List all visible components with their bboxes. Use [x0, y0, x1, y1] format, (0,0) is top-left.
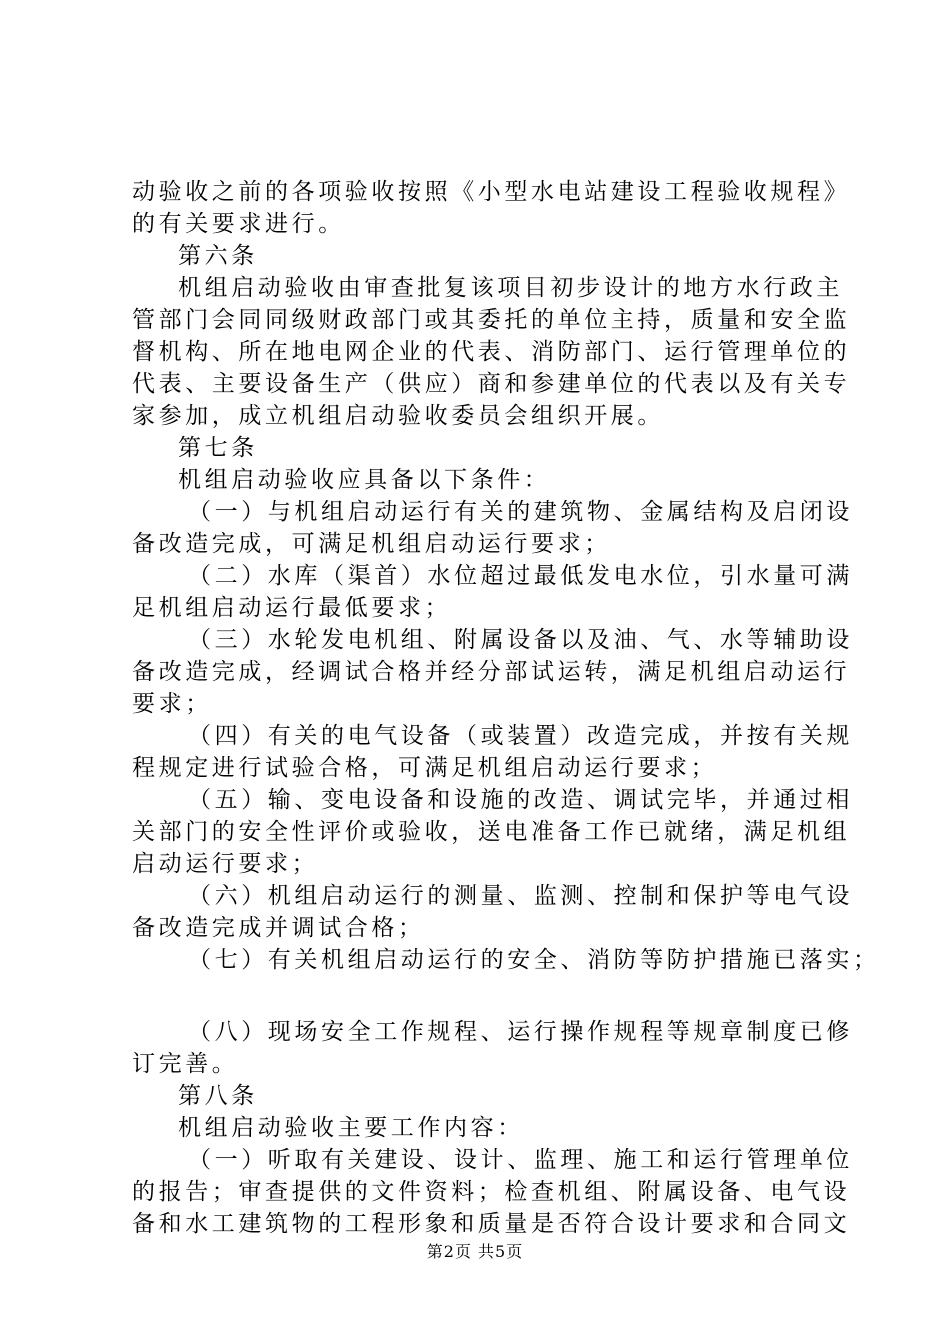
- text-line: 代表、主要设备生产（供应）商和参建单位的代表以及有关专: [132, 371, 851, 397]
- list-item: （六）机组启动运行的测量、监测、控制和保护等电气设: [188, 883, 853, 909]
- text-line: 督机构、所在地电网企业的代表、消防部门、运行管理单位的: [132, 339, 851, 365]
- text-line: 备和水工建筑物的工程形象和质量是否符合设计要求和合同文: [132, 1211, 851, 1237]
- list-item: （一）听取有关建设、设计、监理、施工和运行管理单位: [188, 1147, 853, 1173]
- text-line: 的有关要求进行。: [132, 211, 345, 237]
- text-line: 动验收之前的各项验收按照《小型水电站建设工程验收规程》: [132, 179, 851, 205]
- text-line: 机组启动验收由审查批复该项目初步设计的地方水行政主: [178, 275, 843, 301]
- list-item: （三）水轮发电机组、附属设备以及油、气、水等辅助设: [188, 627, 853, 653]
- text-line: 备改造完成，经调试合格并经分部试运转，满足机组启动运行: [132, 659, 851, 685]
- text-line: 关部门的安全性评价或验收，送电准备工作已就绪，满足机组: [132, 819, 851, 845]
- text-line: 要求；: [132, 691, 212, 717]
- document-body: [132, 176, 880, 1240]
- list-item: （八）现场安全工作规程、运行操作规程等规章制度已修: [188, 1019, 853, 1045]
- list-item: （五）输、变电设备和设施的改造、调试完毕，并通过相: [188, 787, 853, 813]
- article-heading: 第七条: [178, 435, 258, 461]
- article-heading: 第八条: [178, 1083, 258, 1109]
- text-line: 的报告；审查提供的文件资料；检查机组、附属设备、电气设: [132, 1179, 851, 1205]
- text-line: 家参加，成立机组启动验收委员会组织开展。: [132, 403, 664, 429]
- text-line: 备改造完成并调试合格；: [132, 915, 425, 941]
- article-heading: 第六条: [178, 243, 258, 269]
- text-line: 程规定进行试验合格，可满足机组启动运行要求；: [132, 755, 718, 781]
- text-line: 订完善。: [132, 1051, 239, 1077]
- text-line: 管部门会同同级财政部门或其委托的单位主持，质量和安全监: [132, 307, 851, 333]
- list-item: （七）有关机组启动运行的安全、消防等防护措施已落实；: [188, 947, 880, 973]
- text-line: 足机组启动运行最低要求；: [132, 595, 452, 621]
- text-line: 机组启动验收主要工作内容：: [178, 1115, 524, 1141]
- text-line: 启动运行要求；: [132, 851, 319, 877]
- text-line: 备改造完成，可满足机组启动运行要求；: [132, 531, 611, 557]
- page-footer: 第2页 共5页: [426, 1242, 524, 1261]
- text-line: 机组启动验收应具备以下条件：: [178, 467, 551, 493]
- list-item: （二）水库（渠首）水位超过最低发电水位，引水量可满: [188, 563, 853, 589]
- paragraph-gap: [132, 976, 836, 1016]
- list-item: （四）有关的电气设备（或装置）改造完成，并按有关规: [188, 723, 853, 749]
- list-item: （一）与机组启动运行有关的建筑物、金属结构及启闭设: [188, 499, 853, 525]
